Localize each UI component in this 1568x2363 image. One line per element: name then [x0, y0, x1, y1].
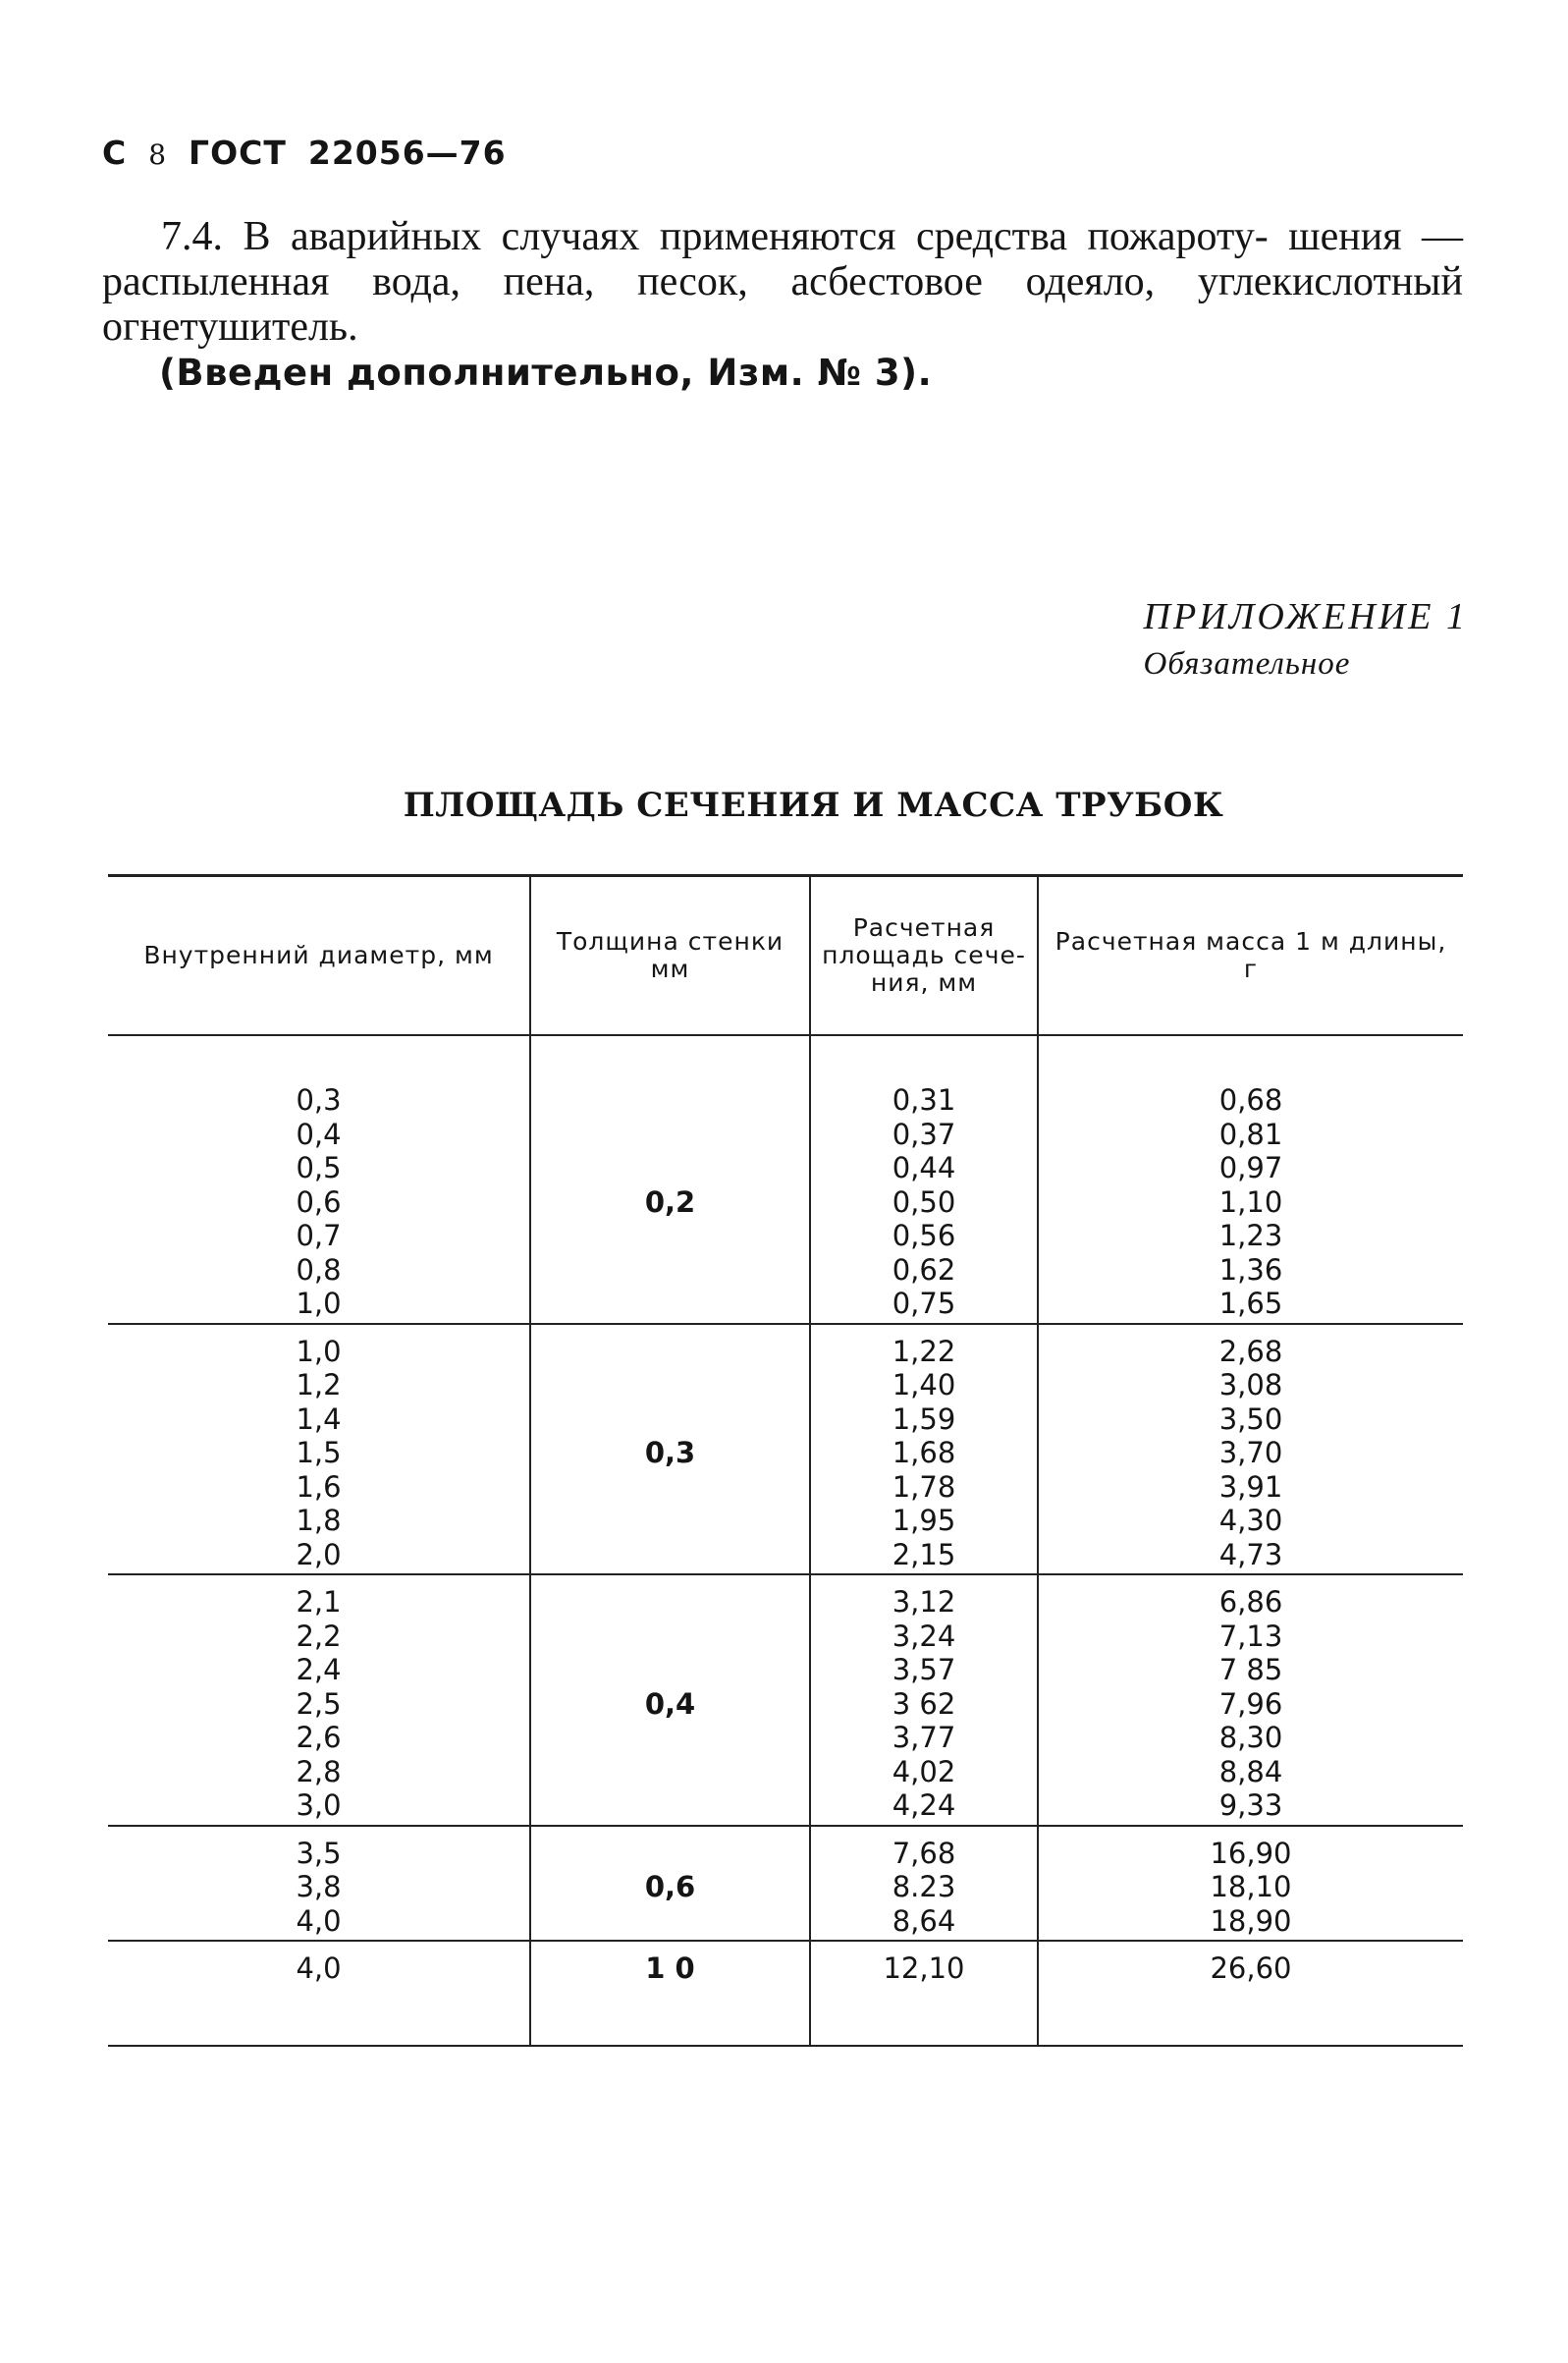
diameter-value: 2,1 — [296, 1585, 342, 1619]
area-value: 0,56 — [892, 1219, 956, 1252]
diameter-cell — [108, 1324, 530, 1575]
table-group-row — [108, 1941, 1463, 2046]
diameter-value: 2,5 — [296, 1686, 342, 1721]
diameter-value: 2,8 — [296, 1754, 342, 1788]
table-group-row — [108, 1574, 1463, 1826]
mass-value: 4,73 — [1218, 1537, 1283, 1571]
column-header-mass: Расчетная масса 1 м длины, г — [1038, 876, 1463, 1036]
area-value: 3,57 — [892, 1653, 956, 1686]
diameter-cell — [108, 1826, 530, 1942]
area-value: 0,31 — [892, 1083, 956, 1117]
table-group-row — [108, 1035, 1463, 1324]
wall-cell: 0,3 — [530, 1324, 810, 1575]
diameter-value: 1,4 — [296, 1401, 342, 1436]
mass-value: 18,90 — [1210, 1903, 1292, 1938]
appendix-subtitle: Обязательное — [1143, 646, 1351, 682]
area-value: 3 62 — [892, 1686, 956, 1721]
table-group-row — [108, 1324, 1463, 1575]
diameter-value: 2,6 — [296, 1721, 342, 1754]
mass-value: 0,81 — [1218, 1117, 1283, 1151]
area-value: 0,50 — [892, 1184, 956, 1219]
mass-value: 7 85 — [1218, 1653, 1283, 1686]
mass-cell — [1038, 1574, 1463, 1826]
column-header-wall: Толщина стенки мм — [530, 876, 810, 1036]
page-prefix: С — [102, 134, 128, 172]
mass-value: 7,13 — [1218, 1619, 1283, 1653]
mass-value: 3,50 — [1218, 1401, 1283, 1436]
diameter-value: 0,8 — [296, 1252, 342, 1287]
area-cell — [810, 1324, 1038, 1575]
mass-value: 9,33 — [1218, 1788, 1283, 1822]
area-value: 8,64 — [892, 1903, 956, 1938]
diameter-value: 1,0 — [296, 1334, 342, 1368]
amendment-note: (Введен дополнительно, Изм. № 3). — [159, 352, 933, 394]
mass-cell — [1038, 1941, 1463, 2046]
wall-cell: 0,4 — [530, 1574, 810, 1826]
standard-label: ГОСТ — [189, 134, 287, 172]
tube-table — [108, 874, 1463, 2047]
wall-cell: 1 0 — [530, 1941, 810, 2046]
diameter-value: 4,0 — [296, 1903, 342, 1938]
table-header-row — [108, 876, 1463, 1036]
area-value: 0,62 — [892, 1252, 956, 1287]
table-title: ПЛОЩАДЬ СЕЧЕНИЯ И МАССА ТРУБОК — [403, 786, 1224, 825]
diameter-value: 3,5 — [296, 1836, 342, 1870]
mass-value: 1,36 — [1218, 1252, 1283, 1287]
diameter-value: 1,2 — [296, 1368, 342, 1401]
diameter-value: 1,8 — [296, 1504, 342, 1537]
area-value: 3,12 — [892, 1585, 956, 1619]
diameter-value: 1,5 — [296, 1436, 342, 1469]
area-value: 3,24 — [892, 1619, 956, 1653]
diameter-value: 1,6 — [296, 1469, 342, 1504]
area-value: 1,68 — [892, 1436, 956, 1469]
diameter-value: 2,4 — [296, 1653, 342, 1686]
mass-cell — [1038, 1826, 1463, 1942]
area-value: 1,95 — [892, 1504, 956, 1537]
diameter-value: 0,5 — [296, 1151, 342, 1184]
area-value: 2,15 — [892, 1537, 956, 1571]
diameter-value: 4,0 — [296, 1951, 342, 1985]
mass-value: 2,68 — [1218, 1334, 1283, 1368]
standard-number: 22056—76 — [307, 134, 507, 172]
area-value: 0,44 — [892, 1151, 956, 1184]
area-value: 12,10 — [883, 1951, 965, 1985]
paragraph-7-4 — [102, 214, 1463, 350]
area-value: 8.23 — [892, 1870, 956, 1903]
area-value: 0,37 — [892, 1117, 956, 1151]
mass-value: 3,91 — [1218, 1469, 1283, 1504]
diameter-value: 0,7 — [296, 1219, 342, 1252]
mass-value: 16,90 — [1210, 1836, 1292, 1870]
mass-value: 1,65 — [1218, 1287, 1283, 1320]
area-value: 4,24 — [892, 1788, 956, 1822]
diameter-cell — [108, 1574, 530, 1826]
mass-value: 7,96 — [1218, 1686, 1283, 1721]
mass-cell — [1038, 1035, 1463, 1324]
diameter-value: 3,8 — [296, 1870, 342, 1903]
diameter-value: 2,2 — [296, 1619, 342, 1653]
wall-cell: 0,2 — [530, 1035, 810, 1324]
area-value: 7,68 — [892, 1836, 956, 1870]
mass-value: 8,30 — [1218, 1721, 1283, 1754]
mass-cell — [1038, 1324, 1463, 1575]
area-value: 1,22 — [892, 1334, 956, 1368]
mass-value: 4,30 — [1218, 1504, 1283, 1537]
area-cell — [810, 1826, 1038, 1942]
paragraph-text: 7.4. В аварийных случаях применяются средства пожароту- шения — распыленная вода, пена, песок, асбестовое одеяло, углекислотный огнетушитель. — [102, 214, 1463, 350]
diameter-value: 0,4 — [296, 1117, 342, 1151]
area-value: 4,02 — [892, 1754, 956, 1788]
area-cell — [810, 1941, 1038, 2046]
area-value: 0,75 — [892, 1287, 956, 1320]
mass-value: 3,70 — [1218, 1436, 1283, 1469]
table-body — [108, 1035, 1463, 2046]
mass-value: 1,10 — [1218, 1184, 1283, 1219]
diameter-value: 1,0 — [296, 1287, 342, 1320]
area-value: 1,78 — [892, 1469, 956, 1504]
table-group-row — [108, 1826, 1463, 1942]
page-header — [102, 134, 528, 172]
diameter-value: 0,6 — [296, 1184, 342, 1219]
mass-value: 0,68 — [1218, 1083, 1283, 1117]
mass-value: 6,86 — [1218, 1585, 1283, 1619]
diameter-value: 2,0 — [296, 1537, 342, 1571]
column-header-diameter: Внутренний диаметр, мм — [108, 876, 530, 1036]
diameter-cell — [108, 1941, 530, 2046]
mass-value: 8,84 — [1218, 1754, 1283, 1788]
mass-value: 3,08 — [1218, 1368, 1283, 1401]
page-number: 8 — [148, 138, 168, 171]
area-value: 1,40 — [892, 1368, 956, 1401]
appendix-label — [1144, 595, 1468, 683]
mass-value: 26,60 — [1210, 1951, 1292, 1985]
mass-value: 18,10 — [1210, 1870, 1292, 1903]
diameter-value: 0,3 — [296, 1083, 342, 1117]
diameter-value: 3,0 — [296, 1788, 342, 1822]
appendix-title: ПРИЛОЖЕНИЕ 1 — [1143, 596, 1468, 637]
area-cell — [810, 1574, 1038, 1826]
diameter-cell — [108, 1035, 530, 1324]
area-value: 1,59 — [892, 1401, 956, 1436]
column-header-area: Расчетная площадь сече- ния, мм — [810, 876, 1038, 1036]
mass-value: 0,97 — [1218, 1151, 1283, 1184]
area-value: 3,77 — [892, 1721, 956, 1754]
area-cell — [810, 1035, 1038, 1324]
wall-cell: 0,6 — [530, 1826, 810, 1942]
mass-value: 1,23 — [1218, 1219, 1283, 1252]
